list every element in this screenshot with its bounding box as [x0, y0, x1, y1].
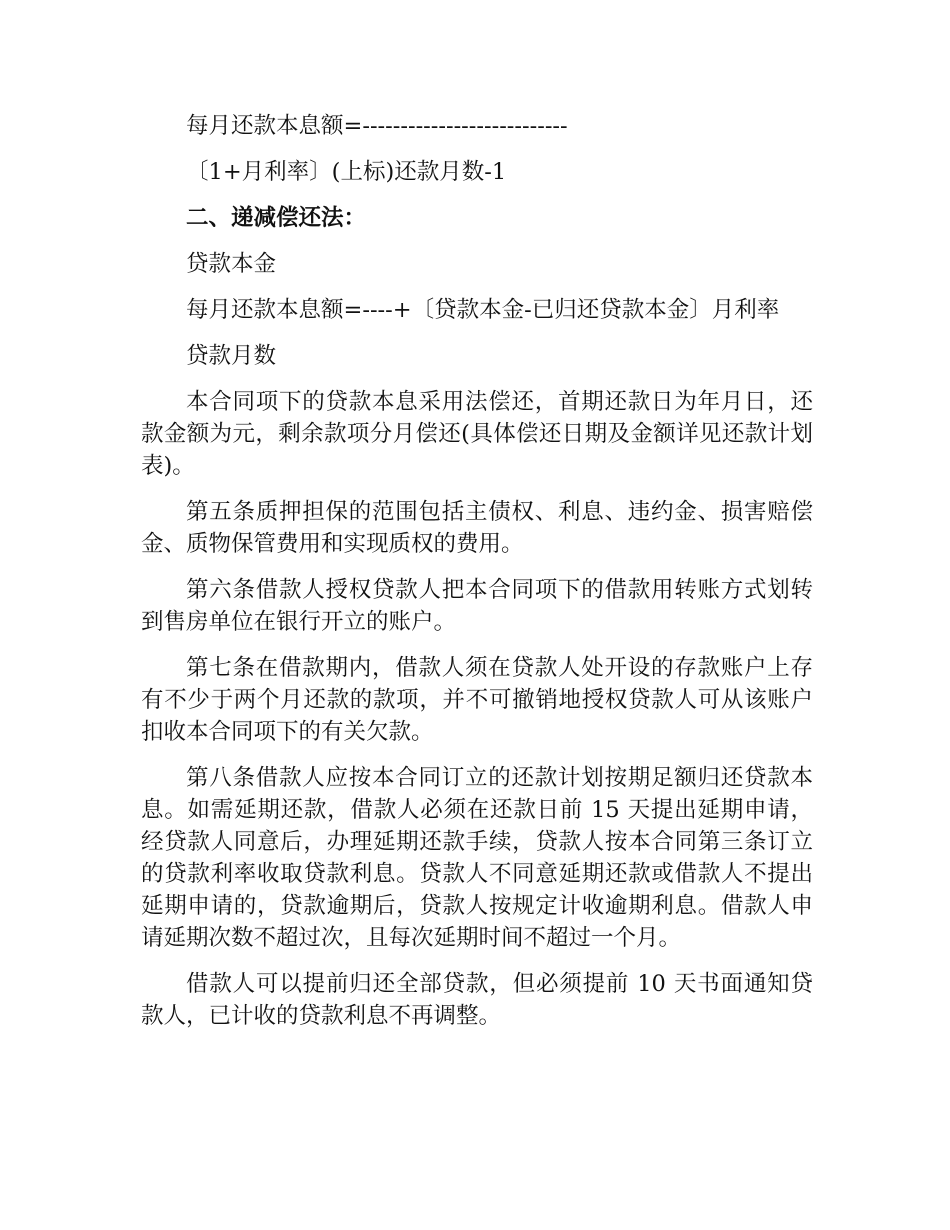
formula-denominator: 贷款月数 [186, 343, 277, 369]
formula-numerator: 贷款本金 [186, 251, 277, 277]
formula-line-main: 每月还款本息额=----+〔贷款本金-已归还贷款本金〕月利率 [186, 297, 780, 323]
section-heading-decreasing-repayment: 二、递减偿还法： [186, 205, 367, 231]
formula-line-2: 〔1+月利率〕(上标)还款月数-1 [186, 159, 507, 185]
document-body [141, 110, 813, 1046]
article-5-paragraph: 第五条质押担保的范围包括主债权、利息、违约金、损害赔偿金、质物保管费用和实现质权的费用。 [141, 499, 813, 557]
prepayment-paragraph: 借款人可以提前归还全部贷款，但必须提前 10 天书面通知贷款人，已计收的贷款利息不再调整。 [141, 971, 813, 1029]
article-8-paragraph: 第八条借款人应按本合同订立的还款计划按期足额归还贷款本息。如需延期还款，借款人必须在还款日前 15 天提出延期申请，经贷款人同意后，办理延期还款手续，贷款人按本合同第三条订立的贷款利率收取贷款利息。贷款人不同意延期还款或借款人不提出延期申请的，贷款逾期后，贷款人按规定计收逾期利息。借款人申请延期次数不超过次，且每次延期时间不超过一个月。 [141, 765, 813, 951]
article-7-paragraph: 第七条在借款期内，借款人须在贷款人处开设的存款账户上存有不少于两个月还款的款项，并不可撤销地授权贷款人可从该账户扣收本合同项下的有关欠款。 [141, 655, 813, 745]
formula-line-1: 每月还款本息额=--------------------------- [186, 113, 568, 139]
article-6-paragraph: 第六条借款人授权贷款人把本合同项下的借款用转账方式划转到售房单位在银行开立的账户。 [141, 577, 813, 635]
repayment-method-paragraph: 本合同项下的贷款本息采用法偿还，首期还款日为年月日，还款金额为元，剩余款项分月偿还(具体偿还日期及金额详见还款计划表)。 [141, 389, 813, 479]
